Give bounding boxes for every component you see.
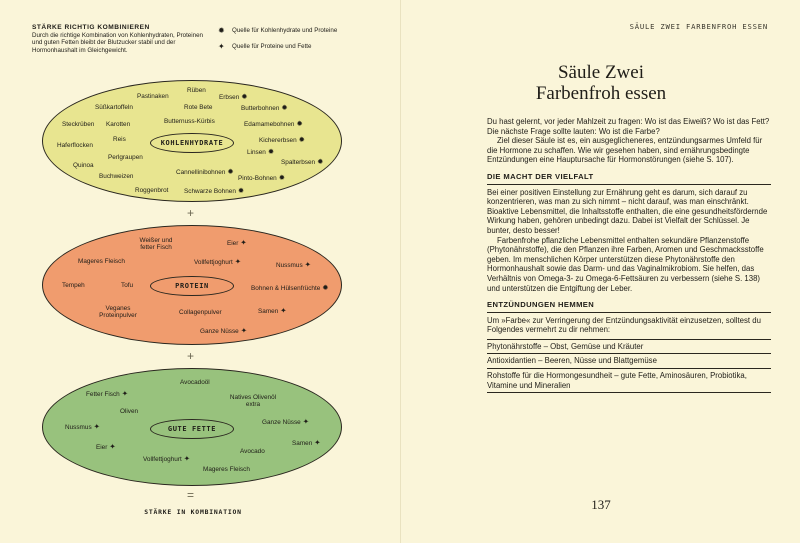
carbs-food-item: [219, 93, 248, 101]
protein-center-label: PROTEIN: [150, 276, 234, 296]
food-label: Perlgraupen: [108, 154, 143, 161]
food-label: Spalterbsen: [281, 159, 316, 166]
four-point-star-icon: ✦: [234, 257, 242, 266]
fats-food-item: [143, 455, 190, 463]
protein-food-item: [78, 258, 125, 265]
food-label: Samen: [258, 308, 279, 315]
carbs-food-item: [259, 136, 305, 144]
carbs-food-item: [238, 174, 285, 182]
sun-burst-icon: ✹: [278, 173, 286, 182]
food-label: Avocadoöl: [180, 379, 210, 386]
protein-food-item: [276, 261, 311, 269]
food-label: Eier: [227, 240, 239, 247]
sun-burst-icon: ✹: [227, 167, 234, 176]
sun-burst-icon: ✹: [267, 147, 275, 156]
fats-center-label: GUTE FETTE: [150, 419, 234, 439]
protein-food-item: [97, 305, 139, 319]
fats-food-item: [203, 466, 250, 473]
carbs-food-item: [135, 187, 168, 194]
fats-food-item: [120, 408, 138, 415]
heading-line-2: Farbenfroh essen: [535, 83, 667, 104]
food-label: Süßkartoffeln: [95, 104, 133, 111]
sun-burst-icon: ✹: [237, 186, 245, 195]
protein-food-item: [251, 284, 329, 292]
legend-text: Quelle für Kohlenhydrate und Proteine: [232, 27, 338, 34]
fats-food-item: [65, 423, 100, 431]
four-point-star-icon: ✦: [302, 417, 310, 426]
combination-label: STÄRKE IN KOMBINATION: [144, 508, 242, 516]
food-label: Oliven: [120, 408, 139, 415]
protein-food-item: [179, 309, 222, 316]
paragraph: Ziel dieser Säule ist es, ein ausgeglicheneres, entzündungsarmes Umfeld für die Hormone zu schaffen. Wie wir gesehen haben, sind ernährungsbedingte Entzündungen eine Hauptursache für Hormonstörungen (siehe S. 107).: [487, 136, 763, 165]
food-label: Rote Bete: [184, 104, 213, 111]
sun-burst-icon: ✹: [281, 103, 288, 112]
carbs-food-item: [176, 168, 234, 176]
food-label: Mageres Fleisch: [203, 466, 250, 473]
sun-burst-icon: ✹: [296, 119, 303, 128]
carbs-food-item: [241, 104, 288, 112]
carbs-food-item: [108, 154, 143, 161]
right-page: [400, 0, 800, 543]
paragraph: Du hast gelernt, vor jeder Mahlzeit zu fragen: Wo ist das Eiweiß? Wo ist das Fett? Die nächste Frage sollte lauten: Wo ist die Farbe?: [487, 117, 770, 136]
section-heading: DIE MACHT DER VIELFALT: [487, 172, 771, 185]
fats-food-item: [96, 443, 116, 451]
carbs-center-label: KOHLENHYDRATE: [150, 133, 234, 153]
food-label: Linsen: [247, 149, 266, 156]
intro-box: [32, 24, 207, 54]
carbs-food-item: [73, 162, 94, 169]
food-label: Eier: [96, 444, 108, 451]
carbs-food-item: [184, 104, 212, 111]
page-number: 137: [591, 497, 611, 512]
carbs-food-item: [184, 187, 244, 195]
four-point-star-icon: ✦: [218, 42, 225, 52]
body-text: [487, 117, 771, 393]
carbs-food-item: [113, 136, 126, 143]
four-point-star-icon: ✦: [109, 442, 116, 451]
food-label: Avocado: [240, 448, 265, 455]
four-point-star-icon: ✦: [280, 306, 287, 315]
fats-food-item: [86, 390, 128, 398]
food-label: Vollfettjoghurt: [143, 456, 182, 463]
food-label: Samen: [292, 440, 313, 447]
food-label: Haferflocken: [57, 142, 93, 149]
list-item: Rohstoffe für die Hormongesundheit – gute Fette, Aminosäuren, Probiotika, Vitamine und Mineralien: [487, 369, 771, 393]
protein-food-item: [227, 239, 247, 247]
food-label: Ganze Nüsse: [200, 328, 239, 335]
food-label: Erbsen: [219, 94, 240, 101]
chapter-heading: [401, 62, 800, 104]
sun-burst-icon: ✹: [298, 135, 305, 144]
carbs-food-item: [247, 148, 274, 156]
carbs-food-item: [281, 158, 323, 166]
four-point-star-icon: ✦: [240, 238, 247, 247]
fats-food-item: [227, 394, 279, 408]
food-label: Quinoa: [73, 162, 94, 169]
legend-text: Quelle für Proteine und Fette: [232, 43, 312, 51]
food-label: Rüben: [187, 87, 206, 94]
equals-sign: =: [187, 488, 195, 502]
intro-text: Durch die richtige Kombination von Kohlenhydraten, Proteinen und guten Fetten bleibt der Blutzucker stabil und der Hormonhaushalt im Gleichgewicht.: [32, 32, 203, 54]
list-item: Phytonährstoffe – Obst, Gemüse und Kräuter: [487, 340, 771, 355]
paragraph: Bei einer positiven Einstellung zur Ernährung geht es darum, sich darauf zu konzentrieren, was man zu sich nimmt – nicht darauf, was man einschränkt. Bioaktive Lebensmittel, die Inhaltsstoffe enthalten, die eine gesundheitsfördernde Wirkung haben, gehören unbedingt dazu. Dabei ist Vielfalt der Schlüssel. Je bunter, desto besser!: [487, 187, 768, 235]
carbs-food-item: [106, 121, 130, 128]
food-label: Collagenpulver: [179, 309, 222, 316]
legend: [218, 27, 348, 60]
sun-burst-icon: ✹: [317, 157, 324, 166]
section-heading: ENTZÜNDUNGEN HEMMEN: [487, 300, 771, 313]
four-point-star-icon: ✦: [183, 454, 191, 463]
food-label: Buchweizen: [99, 173, 134, 180]
four-point-star-icon: ✦: [93, 422, 100, 431]
sun-burst-icon: ✹: [218, 26, 225, 35]
food-label: Nussmus: [276, 262, 303, 269]
fats-food-item: [262, 418, 309, 426]
food-label: Ganze Nüsse: [262, 419, 301, 426]
intro-title: STÄRKE RICHTIG KOMBINIEREN: [32, 24, 150, 31]
sun-burst-icon: ✹: [241, 92, 248, 101]
carbs-food-item: [164, 118, 215, 125]
food-label: Nussmus: [65, 424, 92, 431]
food-label: Fetter Fisch: [86, 391, 120, 398]
food-label: Natives Olivenöl extra: [229, 394, 277, 409]
protein-food-item: [121, 282, 133, 289]
carbs-food-item: [62, 121, 94, 128]
food-label: Butternuss-Kürbis: [164, 118, 215, 125]
four-point-star-icon: ✦: [121, 389, 129, 398]
heading-line-1: Säule Zwei: [557, 62, 644, 83]
carbs-food-item: [137, 93, 169, 100]
carbs-food-item: [187, 87, 206, 94]
fats-food-item: [240, 448, 265, 455]
paragraph: Farbenfrohe pflanzliche Lebensmittel enthalten sekundäre Pflanzenstoffe (Phytonährstoffe), die den Pflanzen ihre Farben, Aromen und Geschmacksstoffe geben. Im menschlichen Körper unterstützen diese Phytonährstoffe den Hormonhaushalt sowie das Darm- und das Vaginalmikrobiom. Sie helfen, das Verhältnis von Omega-3- zu Omega-6-Fettsäuren zu verbessern (siehe S. 138) und unterstützen die Entgiftung der Leber.: [487, 235, 764, 293]
food-label: Schwarze Bohnen: [184, 188, 236, 195]
legend-row-carb-protein: [218, 27, 348, 34]
food-label: Kichererbsen: [259, 137, 297, 144]
four-point-star-icon: ✦: [304, 260, 311, 269]
food-label: Pinto-Bohnen: [238, 175, 277, 182]
fats-food-item: [180, 379, 210, 386]
food-label: Roggenbrot: [135, 187, 169, 194]
food-label: Butterbohnen: [241, 105, 280, 112]
legend-row-protein-fat: [218, 43, 348, 50]
four-point-star-icon: ✦: [314, 438, 321, 447]
food-label: Cannellinibohnen: [176, 169, 226, 176]
food-label: Steckrüben: [62, 121, 95, 128]
food-label: Karotten: [106, 121, 131, 128]
sun-burst-icon: ✹: [322, 283, 329, 292]
protein-food-item: [194, 258, 241, 266]
food-label: Reis: [113, 136, 126, 143]
protein-food-item: [200, 327, 247, 335]
carbs-food-item: [244, 120, 303, 128]
food-label: Edamamebohnen: [244, 121, 295, 128]
protein-food-item: [139, 237, 173, 251]
paragraph: Um »Farbe« zur Verringerung der Entzündungsaktivität einzusetzen, solltest du Folgendes vermehrt zu dir nehmen:: [487, 315, 761, 335]
list: [487, 339, 771, 393]
food-label: Weißer und fetter Fisch: [139, 237, 173, 252]
food-label: Tofu: [121, 282, 134, 289]
plus-sign: +: [187, 206, 195, 220]
food-label: Tempeh: [62, 282, 85, 289]
food-label: Mageres Fleisch: [78, 258, 125, 265]
carbs-food-item: [95, 104, 133, 111]
food-label: Vollfettjoghurt: [194, 259, 233, 266]
food-label: Pastinaken: [137, 93, 169, 100]
plus-sign: +: [187, 349, 195, 363]
carbs-food-item: [57, 142, 93, 149]
carbs-food-item: [99, 173, 133, 180]
protein-food-item: [62, 282, 85, 289]
four-point-star-icon: ✦: [240, 326, 248, 335]
food-label: Veganes Proteinpulver: [99, 305, 137, 320]
protein-food-item: [258, 307, 287, 315]
food-label: Bohnen & Hülsenfrüchte: [251, 285, 321, 292]
list-item: Antioxidantien – Beeren, Nüsse und Blattgemüse: [487, 354, 771, 369]
fats-food-item: [292, 439, 321, 447]
running-head: SÄULE ZWEI FARBENFROH ESSEN: [629, 22, 768, 31]
